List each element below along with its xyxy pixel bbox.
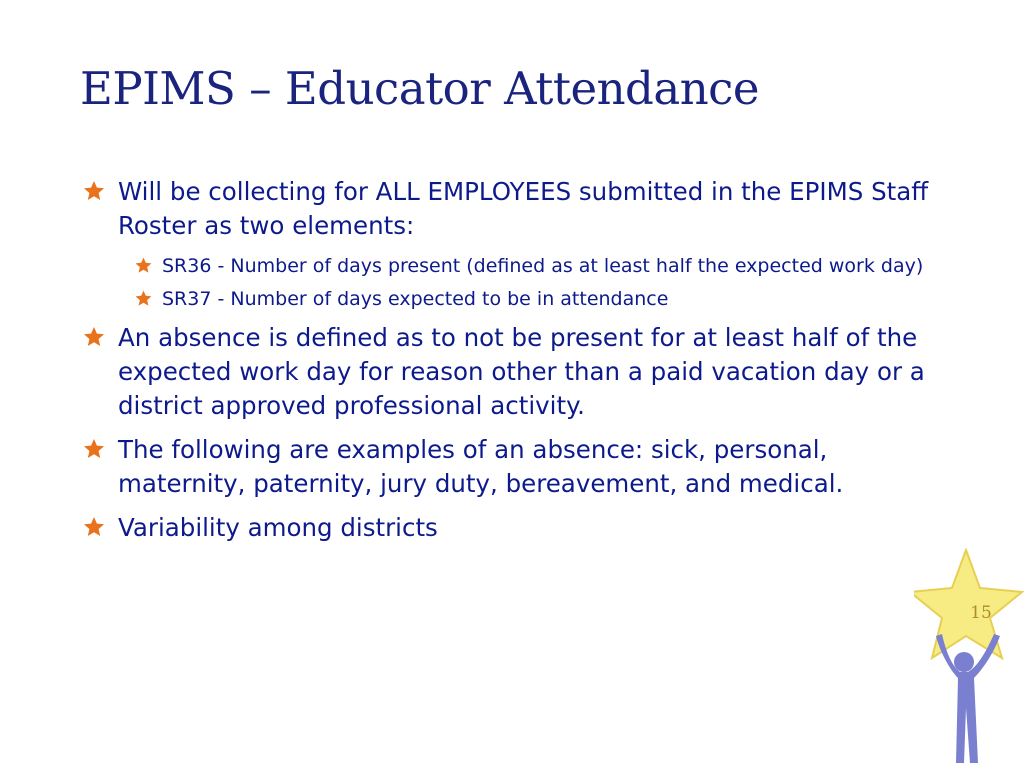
bullet-text: Will be collecting for ALL EMPLOYEES submitted in the EPIMS Staff Roster as two elements: <box>118 177 929 240</box>
bullet-text: An absence is defined as to not be present for at least half of the expected work day for reason other than a paid vacation day or a district approved professional activity. <box>118 323 925 420</box>
star-bullet-icon <box>134 289 153 308</box>
sub-bullet-text: SR37 - Number of days expected to be in attendance <box>162 288 669 310</box>
sub-bullet-item <box>134 286 952 313</box>
bullet-text: The following are examples of an absence: sick, personal, maternity, paternity, jury duty, bereavement, and medical. <box>118 435 844 498</box>
star-bullet-icon <box>82 325 106 349</box>
sub-bullet-list <box>82 253 952 313</box>
bullet-item <box>82 321 952 423</box>
sub-bullet-text: SR36 - Number of days present (defined as at least half the expected work day) <box>162 255 924 277</box>
star-bullet-icon <box>82 515 106 539</box>
mascot-head <box>954 652 974 672</box>
star-figure-mascot-icon <box>914 548 1024 768</box>
sub-bullet-item <box>134 253 952 280</box>
slide-content <box>82 175 952 555</box>
star-bullet-icon <box>134 256 153 275</box>
bullet-item <box>82 511 952 545</box>
bullet-item <box>82 175 952 243</box>
star-bullet-icon <box>82 179 106 203</box>
star-bullet-icon <box>82 437 106 461</box>
slide-title: EPIMS – Educator Attendance <box>80 62 760 115</box>
bullet-item <box>82 433 952 501</box>
bullet-text: Variability among districts <box>118 513 438 542</box>
slide-number: 15 <box>970 603 992 623</box>
